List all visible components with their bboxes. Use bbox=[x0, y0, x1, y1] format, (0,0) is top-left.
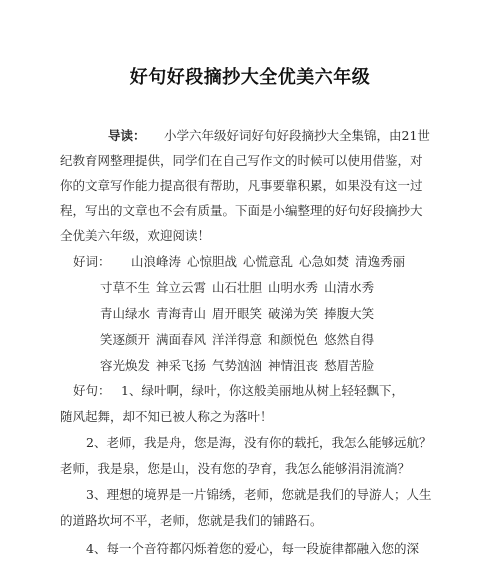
word-item: 笑逐颜开 bbox=[100, 332, 151, 347]
words-label: 好词： bbox=[73, 254, 111, 269]
word-item: 青山绿水 bbox=[100, 306, 151, 321]
word-item: 容光焕发 bbox=[100, 358, 151, 373]
words-row-5 bbox=[60, 357, 440, 375]
words-row-3 bbox=[60, 305, 440, 323]
word-item: 山石壮胆 bbox=[212, 280, 263, 295]
sentence-line-6: 的道路坎坷不平，老师，您就是我们的铺路石。 bbox=[60, 513, 323, 528]
sentence-text: 2、老师，我是舟，您是海，没有你的载托，我怎么能够远航？ bbox=[86, 435, 432, 450]
word-item: 耸立云霄 bbox=[156, 280, 207, 295]
word-item: 眉开眼笑 bbox=[212, 306, 263, 321]
sentence-line-1 bbox=[60, 382, 440, 400]
intro-line-5: 全优美六年级，欢迎阅读！ bbox=[60, 228, 211, 243]
page-title: 好句好段摘抄大全优美六年级 bbox=[129, 67, 371, 88]
word-item: 心慌意乱 bbox=[243, 254, 294, 269]
word-item: 神情沮丧 bbox=[268, 358, 319, 373]
sentence-line-4: 老师，我是泉，您是山，没有您的孕育，我怎么能够涓涓流淌？ bbox=[60, 461, 411, 476]
word-item: 山浪峰涛 bbox=[131, 254, 182, 269]
word-item: 山清水秀 bbox=[324, 280, 375, 295]
word-item: 洋洋得意 bbox=[212, 332, 263, 347]
intro-line-2: 纪教育网整理提供，同学们在自己写作文的时候可以使用借鉴，对 bbox=[60, 153, 423, 168]
word-item: 寸草不生 bbox=[100, 280, 151, 295]
sentence-line-5 bbox=[60, 486, 440, 504]
words-row-1 bbox=[60, 253, 440, 271]
word-item: 心急如焚 bbox=[299, 254, 350, 269]
word-item: 神采飞扬 bbox=[156, 358, 207, 373]
word-item: 捧腹大笑 bbox=[324, 306, 375, 321]
sentence-line-2: 随风起舞，却不知已被人称之为落叶！ bbox=[60, 409, 273, 424]
words-row-2 bbox=[60, 279, 440, 297]
word-item: 山明水秀 bbox=[268, 280, 319, 295]
sentence-text: 3、理想的境界是一片锦绣，老师，您就是我们的导游人；人生 bbox=[86, 487, 432, 502]
intro-line-1 bbox=[60, 127, 440, 145]
sentence-line-7 bbox=[60, 540, 440, 558]
words-row-4 bbox=[60, 331, 440, 349]
word-item: 和颜悦色 bbox=[268, 332, 319, 347]
word-item: 清逸秀丽 bbox=[355, 254, 406, 269]
word-item: 悠然自得 bbox=[324, 332, 375, 347]
word-item: 愁眉苦脸 bbox=[324, 358, 375, 373]
word-item: 青海青山 bbox=[156, 306, 207, 321]
intro-line-4: 程，写出的文章也不会有质量。下面是小编整理的好句好段摘抄大 bbox=[60, 203, 423, 218]
sentences-label: 好句： bbox=[73, 383, 111, 398]
word-item: 满面春风 bbox=[156, 332, 207, 347]
intro-label: 导读： bbox=[108, 128, 146, 143]
word-item: 心惊胆战 bbox=[187, 254, 238, 269]
word-item: 破涕为笑 bbox=[268, 306, 319, 321]
intro-text: 小学六年级好词好句好段摘抄大全集锦，由21世 bbox=[164, 128, 430, 143]
intro-line-3: 你的文章写作能力提高很有帮助，凡事要靠积累，如果没有这一过 bbox=[60, 178, 423, 193]
word-item: 气势汹汹 bbox=[212, 358, 263, 373]
sentence-text: 1、绿叶啊，绿叶，你这般美丽地从树上轻轻飘下， bbox=[121, 383, 404, 398]
sentence-line-3 bbox=[60, 434, 440, 452]
sentence-text: 4、每一个音符都闪烁着您的爱心，每一段旋律都融入您的深 bbox=[86, 541, 419, 556]
